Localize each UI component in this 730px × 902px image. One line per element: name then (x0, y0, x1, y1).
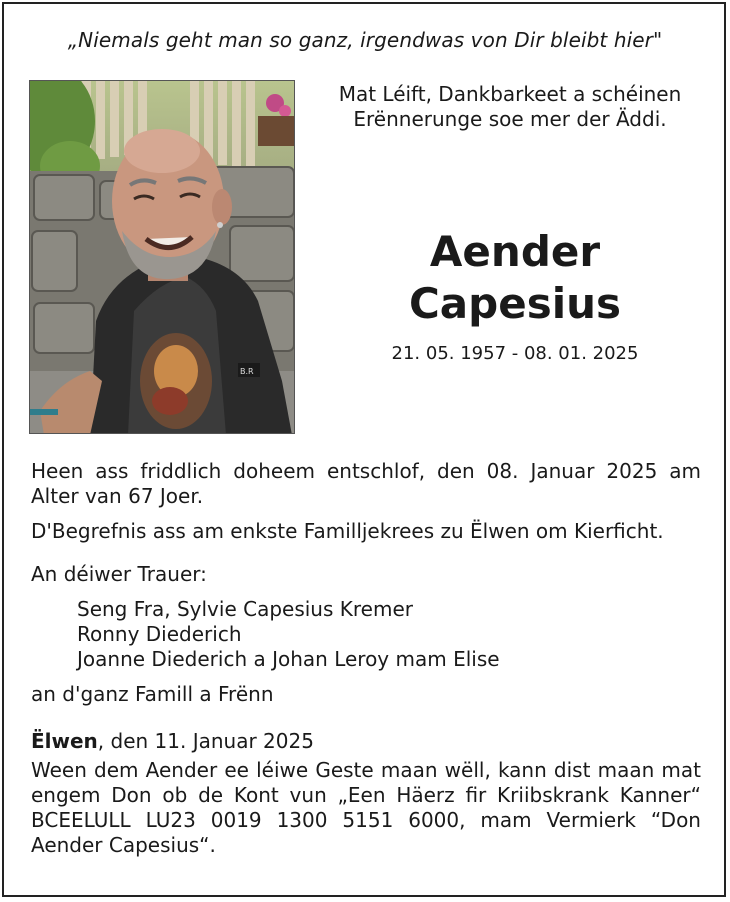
funeral-info: D'Begrefnis ass am enkste Familljekrees zu Ëlwen om Kierficht. (31, 519, 664, 543)
thanks-line-2: Erënnerunge soe mer der Äddi. (353, 107, 667, 131)
notice-body (31, 459, 701, 868)
mourner-item: Ronny Diederich (77, 622, 242, 646)
mourner-item: Joanne Diederich a Johan Leroy mam Elise (77, 647, 500, 671)
life-dates: 21. 05. 1957 - 08. 01. 2025 (391, 343, 639, 364)
family-line: an d'ganz Famill a Frënn (31, 682, 274, 706)
deceased-name (305, 226, 725, 330)
thanks-line-1: Mat Léift, Dankbarkeet a schéinen (338, 82, 682, 106)
death-announcement: Heen ass friddlich doheem entschlof, den 08. Januar 2025 am Alter van 67 Joer. (31, 459, 701, 508)
place-date (31, 729, 701, 754)
shirt-patch: B.R (240, 367, 254, 376)
place-name: Ëlwen (31, 729, 98, 753)
mourners-heading: An déiwer Trauer: (31, 562, 207, 586)
memorial-quote: „Niemals geht man so ganz, irgendwas von Dir bleibt hier" (67, 28, 663, 52)
mourners-list (31, 597, 701, 672)
last-name: Capesius (408, 279, 621, 328)
mourner-item: Seng Fra, Sylvie Capesius Kremer (77, 597, 413, 621)
thanks-text (305, 82, 715, 132)
notice-date: , den 11. Januar 2025 (97, 729, 314, 753)
portrait-photo (29, 80, 295, 434)
donation-info: Ween dem Aender ee léiwe Geste maan wëll, kann dist maan mat engem Don ob de Kont vun „Een Häerz fir Kriibskrank Kanner“ BCEELULL LU23 0019 1300 5151 6000, mam Vermierk “Don Aender Capesius“. (31, 758, 701, 857)
first-name: Aender (429, 227, 601, 276)
